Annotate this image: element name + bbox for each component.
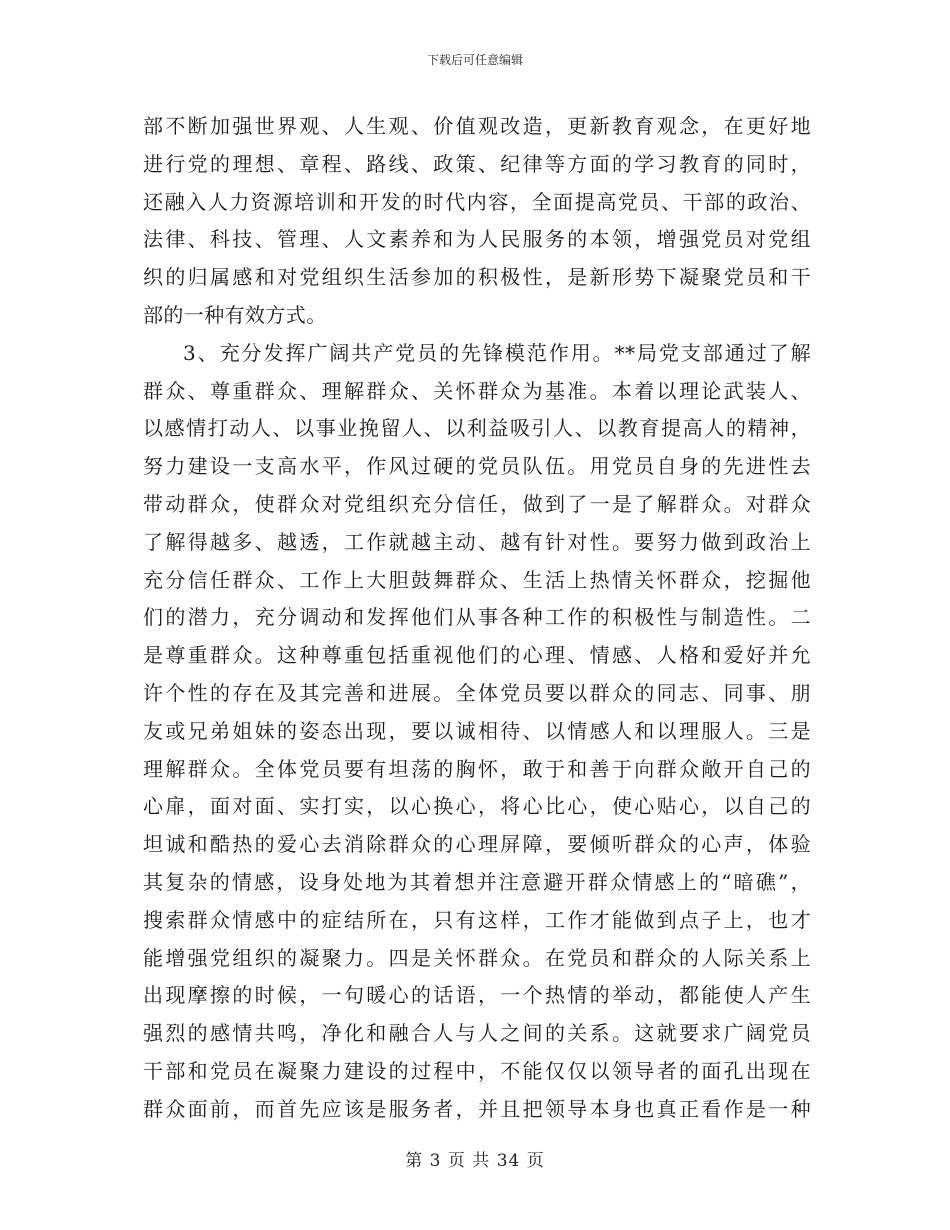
text-line: 努力建设一支高水平，作风过硬的党员队伍。用党员自身的先进性去 [143,454,811,479]
text-line: 进行党的理想、章程、路线、政策、纪律等方面的学习教育的同时， [143,151,811,176]
text-line: 坦诚和酷热的爱心去消除群众的心理屏障，要倾听群众的心声，体验 [143,832,811,857]
page-header: 下载后可任意编辑 [426,53,523,67]
text-line: 理解群众。全体党员要有坦荡的胸怀，敢于和善于向群众敞开自己的 [143,756,811,781]
text-line: 强烈的感情共鸣，净化和融合人与人之间的关系。这就要求广阔党员 [143,1021,811,1046]
text-line: 以感情打动人、以事业挽留人、以利益吸引人、以教育提高人的精神， [143,416,811,441]
page-footer-page-number: 第 3 页 共 34 页 [405,1151,545,1171]
text-line: 部的一种有效方式。 [143,302,327,327]
text-line: 是尊重群众。这种尊重包括重视他们的心理、情感、人格和爱好并允 [143,643,811,668]
text-line: 搜索群众情感中的症结所在，只有这样，工作才能做到点子上，也才 [143,907,811,932]
text-line: 其复杂的情感，设身处地为其着想并注意避开群众情感上的“暗礁”， [143,869,811,894]
text-line: 干部和党员在凝聚力建设的过程中，不能仅仅以领导者的面孔出现在 [143,1058,811,1083]
text-line: 法律、科技、管理、人文素养和为人民服务的本领，增强党员对党组 [143,227,811,252]
text-line: 群众、尊重群众、理解群众、关怀群众为基准。本着以理论武装人、 [143,378,811,403]
text-line: 群众面前，而首先应该是服务者，并且把领导本身也真正看作是一种 [143,1096,811,1121]
paragraph-start-line: 3、充分发挥广阔共产党员的先锋模范作用。**局党支部通过了解 [183,340,811,365]
text-line: 许个性的存在及其完善和进展。全体党员要以群众的同志、同事、朋 [143,680,811,705]
text-line: 带动群众，使群众对党组织充分信任，做到了一是了解群众。对群众 [143,491,811,516]
text-line: 了解得越多、越透，工作就越主动、越有针对性。要努力做到政治上 [143,529,811,554]
text-line: 还融入人力资源培训和开发的时代内容，全面提高党员、干部的政治、 [143,189,811,214]
text-line: 友或兄弟姐妹的姿态出现，要以诚相待、以情感人和以理服人。三是 [143,718,811,743]
text-line: 能增强党组织的凝聚力。四是关怀群众。在党员和群众的人际关系上 [143,945,811,970]
text-line: 出现摩擦的时候，一句暖心的话语，一个热情的举动，都能使人产生 [143,983,811,1008]
text-line: 部不断加强世界观、人生观、价值观改造，更新教育观念，在更好地 [143,114,811,138]
text-line: 心扉，面对面、实打实，以心换心，将心比心，使心贴心，以自己的 [143,794,811,819]
text-line: 充分信任群众、工作上大胆鼓舞群众、生活上热情关怀群众，挖掘他 [143,567,811,592]
text-line: 们的潜力，充分调动和发挥他们从事各种工作的积极性与制造性。二 [143,605,811,630]
document-body [143,108,811,1129]
text-line: 织的归属感和对党组织生活参加的积极性，是新形势下凝聚党员和干 [143,265,811,290]
